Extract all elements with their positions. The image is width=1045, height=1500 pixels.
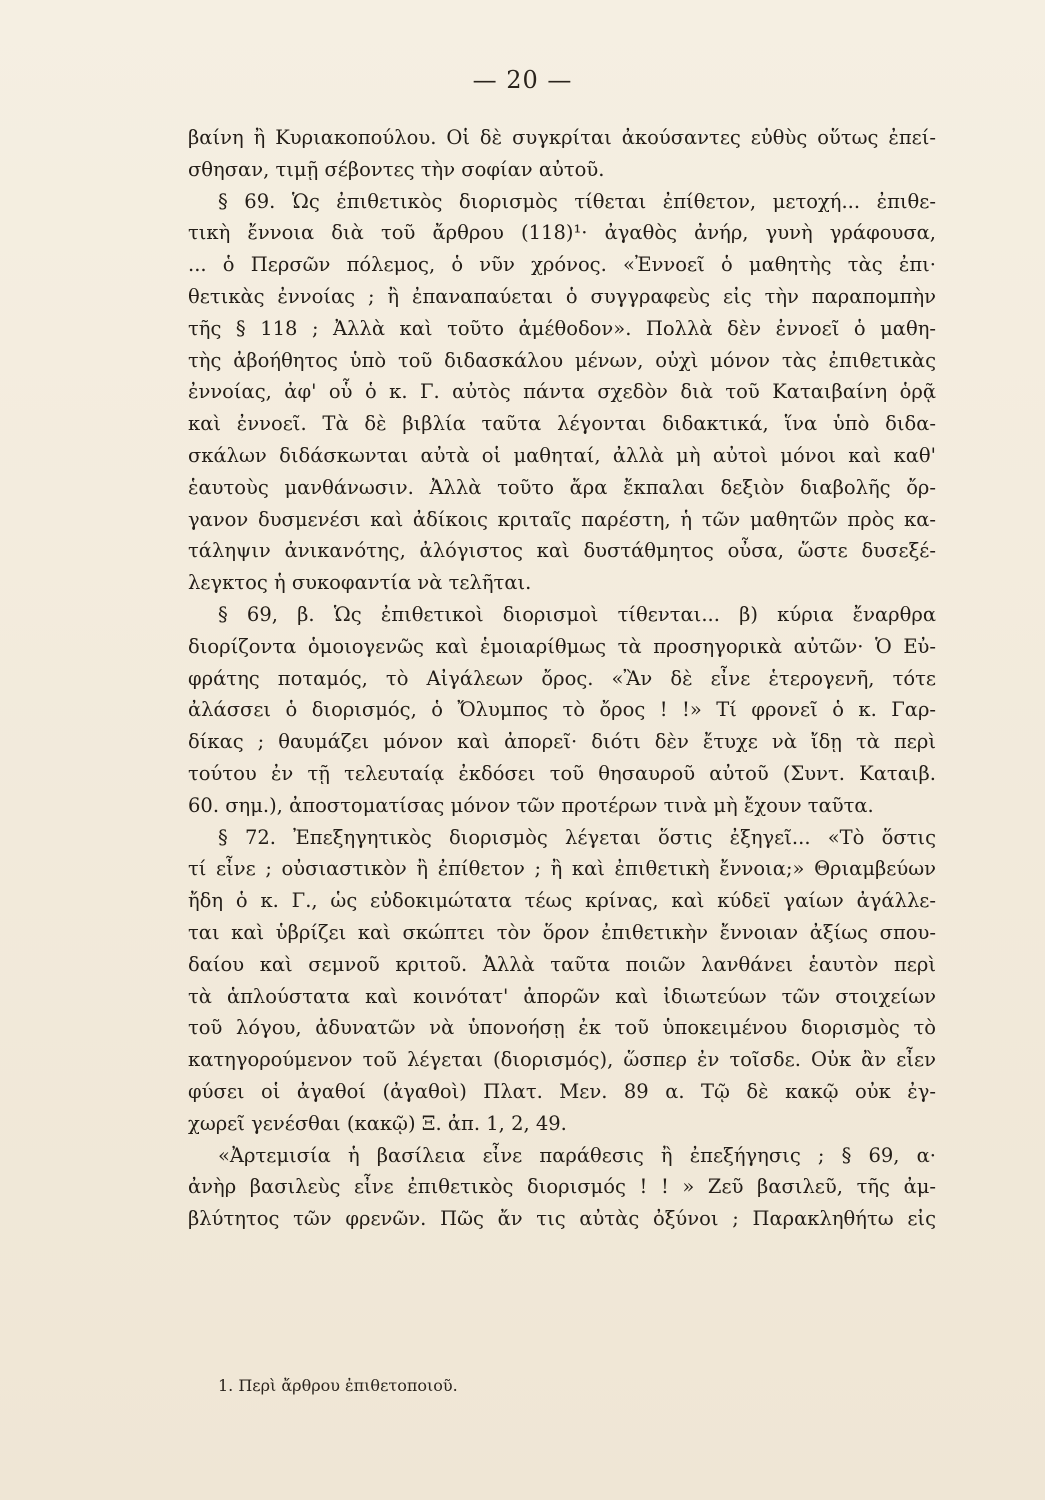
- text-line: βαίνη ἢ Κυριακοπούλου. Οἱ δὲ συγκρίται ἀκούσαντες εὐθὺς οὕτως ἐπεί-: [188, 126, 936, 149]
- text-line: τάληψιν ἀνικανότης, ἀλόγιστος καὶ δυστάθμητος οὖσα, ὥστε δυσεξέ-: [188, 539, 936, 563]
- text-line: 60. σημ.), ἀποστοματίσας μόνον τῶν προτέρων τινὰ μὴ ἔχουν ταῦτα.: [188, 793, 874, 817]
- text-line: ἀλάσσει ὁ διορισμός, ὁ Ὄλυμπος τὸ ὄρος ! !» Τί φρονεῖ ὁ κ. Γαρ-: [188, 698, 936, 722]
- text-line: φράτης ποταμός, τὸ Αἰγάλεων ὄρος. «Ἂν δὲ εἶνε ἑτερογενῆ, τότε: [188, 666, 936, 690]
- text-line: δίκας ; θαυμάζει μόνον καὶ ἀπορεῖ· διότι δὲν ἔτυχε νὰ ἴδῃ τὰ περὶ: [188, 730, 936, 754]
- text-line: τοῦ λόγου, ἀδυνατῶν νὰ ὑπονοήσῃ ἐκ τοῦ ὑποκειμένου διορισμὸς τὸ: [188, 1016, 936, 1040]
- text-line: λεγκτος ἡ συκοφαντία νὰ τελῆται.: [188, 571, 532, 595]
- text-line: καὶ ἐννοεῖ. Τὰ δὲ βιβλία ταῦτα λέγονται διδακτικά, ἵνα ὑπὸ διδα-: [188, 412, 936, 436]
- text-line: διορίζοντα ὁμοιογενῶς καὶ ἑμοιαρίθμως τὰ προσηγορικὰ αὐτῶν· Ὁ Εὐ-: [188, 634, 936, 658]
- text-line: φύσει οἱ ἀγαθοί (ἀγαθοὶ) Πλατ. Μεν. 89 α. Τῷ δὲ κακῷ οὐκ ἐγ-: [188, 1079, 936, 1103]
- text-line: ἑαυτοὺς μανθάνωσιν. Ἀλλὰ τοῦτο ἄρα ἔκπαλαι δεξιὸν διαβολῆς ὄρ-: [188, 475, 936, 499]
- text-line: § 69, β. Ὡς ἐπιθετικοὶ διορισμοὶ τίθενται... β) κύρια ἔναρθρα: [218, 602, 936, 626]
- text-line: θετικὰς ἐννοίας ; ἢ ἐπαναπαύεται ὁ συγγραφεὺς εἰς τὴν παραπομπὴν: [188, 284, 936, 308]
- text-line: § 72. Ἐπεξηγητικὸς διορισμὸς λέγεται ὅστις ἐξηγεῖ... «Τὸ ὅστις: [218, 825, 936, 849]
- text-line: βλύτητος τῶν φρενῶν. Πῶς ἄν τις αὐτὰς ὀξύνοι ; Παρακληθήτω εἰς: [188, 1207, 936, 1231]
- text-line: γανον δυσμενέσι καὶ ἀδίκοις κριταῖς παρέστη, ἡ τῶν μαθητῶν πρὸς κα-: [188, 507, 936, 531]
- text-line: ἤδη ὁ κ. Γ., ὡς εὐδοκιμώτατα τέως κρίνας, καὶ κύδεϊ γαίων ἀγάλλε-: [188, 889, 936, 913]
- text-line: χωρεῖ γενέσθαι (κακῷ) Ξ. ἀπ. 1, 2, 49.: [188, 1111, 567, 1135]
- text-line: ἀνὴρ βασιλεὺς εἶνε ἐπιθετικὸς διορισμός ! ! » Ζεῦ βασιλεῦ, τῆς ἀμ-: [188, 1175, 936, 1199]
- text-line: ... ὁ Περσῶν πόλεμος, ὁ νῦν χρόνος. «Ἐννοεῖ ὁ μαθητὴς τὰς ἐπι·: [188, 253, 936, 277]
- body-text: [188, 122, 936, 1235]
- text-line: σκάλων διδάσκωνται αὐτὰ οἱ μαθηταί, ἀλλὰ μὴ αὐτοὶ μόνοι καὶ καθ': [188, 443, 936, 467]
- text-line: τικὴ ἔννοια διὰ τοῦ ἄρθρου (118)¹· ἀγαθὸς ἀνήρ, γυνὴ γράφουσα,: [188, 221, 936, 245]
- text-line: κατηγορούμενον τοῦ λέγεται (διορισμός), ὥσπερ ἐν τοῖσδε. Οὐκ ἂν εἶεν: [188, 1048, 936, 1072]
- footnote: 1. Περὶ ἄρθρου ἐπιθετοποιοῦ.: [218, 1376, 458, 1395]
- text-line: τί εἶνε ; οὐσιαστικὸν ἢ ἐπίθετον ; ἢ καὶ ἐπιθετικὴ ἔννοια;» Θριαμβεύων: [188, 857, 936, 881]
- text-line: δαίου καὶ σεμνοῦ κριτοῦ. Ἀλλὰ ταῦτα ποιῶν λανθάνει ἑαυτὸν περὶ: [188, 952, 936, 976]
- text-line: § 69. Ὡς ἐπιθετικὸς διορισμὸς τίθεται ἐπίθετον, μετοχή... ἐπιθε-: [218, 189, 936, 213]
- text-line: σθησαν, τιμῇ σέβοντες τὴν σοφίαν αὐτοῦ.: [188, 157, 605, 181]
- text-line: τούτου ἐν τῇ τελευταίᾳ ἐκδόσει τοῦ θησαυροῦ αὐτοῦ (Συντ. Καταιβ.: [188, 761, 936, 785]
- text-line: τὴς ἀβοήθητος ὑπὸ τοῦ διδασκάλου μένων, οὐχὶ μόνον τὰς ἐπιθετικὰς: [188, 348, 936, 372]
- page-number: — 20 —: [472, 66, 573, 94]
- text-line: ἐννοίας, ἀφ' οὗ ὁ κ. Γ. αὐτὸς πάντα σχεδὸν διὰ τοῦ Καταιβαίνη ὁρᾷ: [188, 380, 936, 404]
- text-line: ται καὶ ὑβρίζει καὶ σκώπτει τὸν ὅρον ἐπιθετικὴν ἔννοιαν ἀξίως σπου-: [188, 920, 936, 944]
- text-line: τὰ ἁπλούστατα καὶ κοινότατ' ἀπορῶν καὶ ἰδιωτεύων τῶν στοιχείων: [188, 984, 936, 1008]
- text-line: «Ἀρτεμισία ἡ βασίλεια εἶνε παράθεσις ἢ ἐπεξήγησις ; § 69, α·: [218, 1143, 936, 1167]
- text-line: τῆς § 118 ; Ἀλλὰ καὶ τοῦτο ἀμέθοδον». Πολλὰ δὲν ἐννοεῖ ὁ μαθη-: [188, 316, 936, 340]
